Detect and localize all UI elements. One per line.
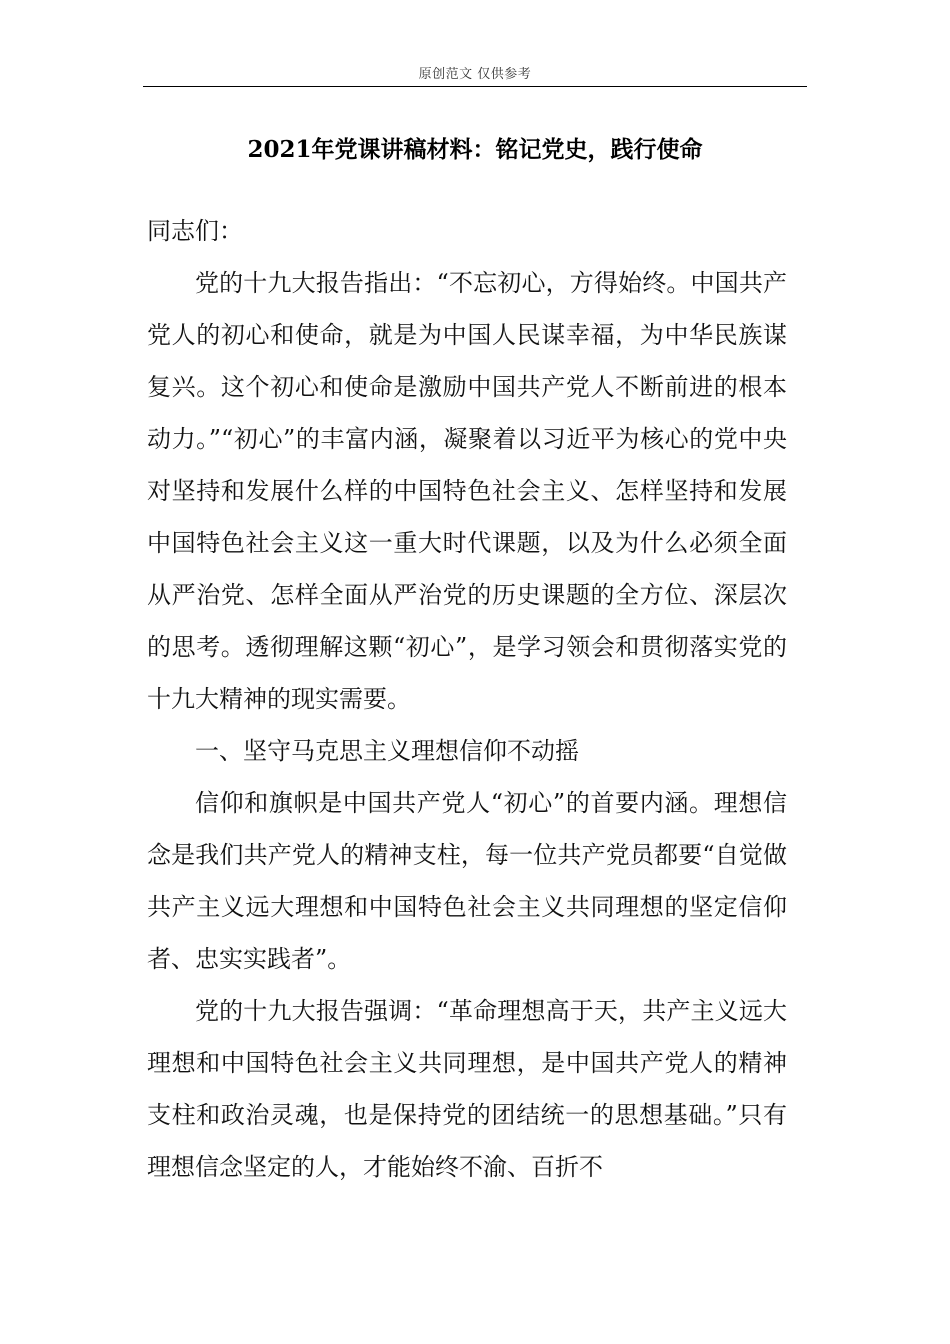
section-heading: 一、坚守马克思主义理想信仰不动摇 bbox=[195, 737, 579, 765]
document-title: 2021年党课讲稿材料：铭记党史，践行使命 bbox=[247, 136, 703, 163]
paragraph-1: 党的十九大报告指出：“不忘初心，方得始终。中国共产党人的初心和使命，就是为中国人民谋幸福，为中华民族谋复兴。这个初心和使命是激励中国共产党人不断前进的根本动力。”“初心”的丰富内涵，凝聚着以习近平为核心的党中央对坚持和发展什么样的中国特色社会主义、怎样坚持和发展中国特色社会主义这一重大时代课题，以及为什么必须全面从严治党、怎样全面从严治党的历史课题的全方位、深层次的思考。透彻理解这颗“初心”，是学习领会和贯彻落实党的十九大精神的现实需要。 bbox=[147, 269, 787, 713]
paragraph-3: 党的十九大报告强调：“革命理想高于天，共产主义远大理想和中国特色社会主义共同理想，是中国共产党人的精神支柱和政治灵魂，也是保持党的团结统一的思想基础。”只有理想信念坚定的人，才能始终不渝、百折不 bbox=[147, 997, 787, 1181]
document-body bbox=[147, 205, 787, 1193]
salutation: 同志们： bbox=[147, 217, 243, 245]
page-header: 原创范文 仅供参考 bbox=[418, 67, 532, 82]
paragraph-2: 信仰和旗帜是中国共产党人“初心”的首要内涵。理想信念是我们共产党人的精神支柱，每一位共产党员都要“自觉做共产主义远大理想和中国特色社会主义共同理想的坚定信仰者、忠实实践者”。 bbox=[147, 789, 787, 973]
header-divider bbox=[143, 86, 807, 87]
